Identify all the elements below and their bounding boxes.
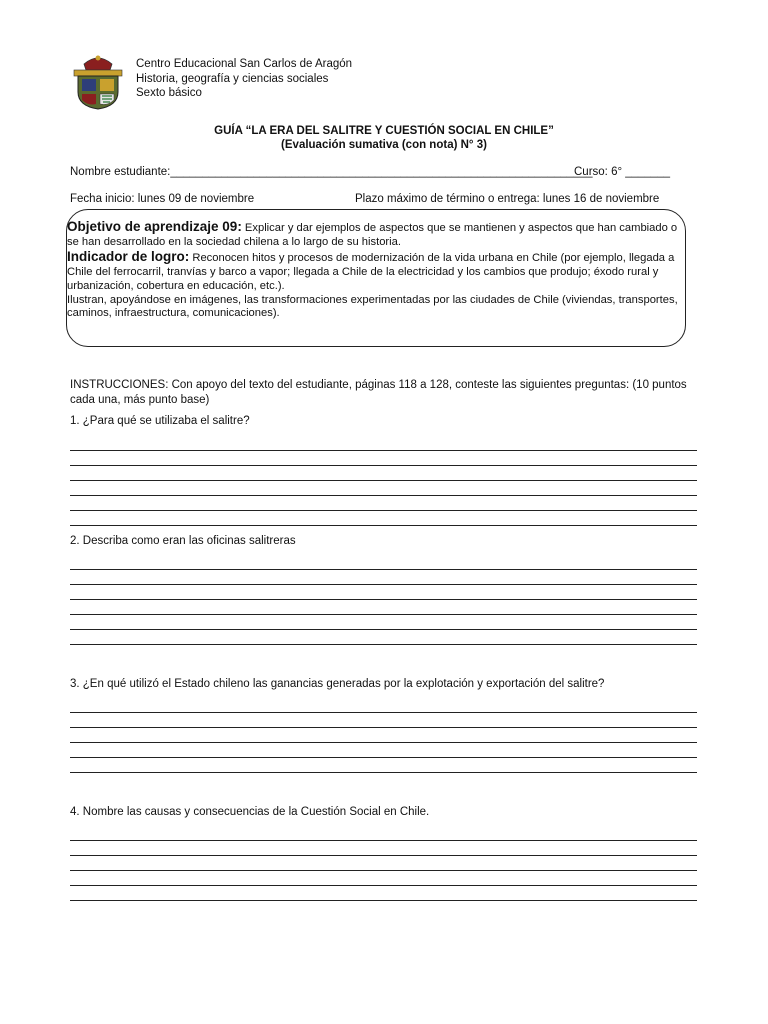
answer-line[interactable] (70, 569, 697, 570)
objective-label: Objetivo de aprendizaje 09 (67, 219, 238, 234)
answer-line[interactable] (70, 525, 697, 526)
answer-line[interactable] (70, 772, 697, 773)
course-field[interactable]: Curso: 6° _______ (574, 166, 671, 178)
answer-line[interactable] (70, 855, 697, 856)
answer-line[interactable] (70, 629, 697, 630)
school-name: Centro Educacional San Carlos de Aragón (136, 58, 353, 70)
answer-line[interactable] (70, 584, 697, 585)
answer-line[interactable] (70, 495, 697, 496)
question-4: 4. Nombre las causas y consecuencias de la Cuestión Social en Chile. (70, 806, 430, 818)
indicator-label: Indicador de logro: (67, 248, 190, 264)
objective-colon: : (237, 219, 242, 234)
guide-subtitle: (Evaluación sumativa (con nota) N° 3) (281, 139, 487, 151)
answer-line[interactable] (70, 840, 697, 841)
instructions: INSTRUCCIONES: Con apoyo del texto del estudiante, páginas 118 a 128, conteste las siguientes preguntas: (10 puntos cada una, más punto base) (70, 379, 687, 406)
answer-line[interactable] (70, 644, 697, 645)
indicator-description-2: Ilustran, apoyándose en imágenes, las transformaciones experimentadas por las ciudades de Chile (viviendas, transportes, caminos, infraestructura, comunicaciones). (67, 293, 678, 320)
question-1: 1. ¿Para qué se utilizaba el salitre? (70, 415, 250, 427)
answer-line[interactable] (70, 870, 697, 871)
subject-name: Historia, geografía y ciencias sociales (136, 72, 329, 85)
answer-line[interactable] (70, 712, 697, 713)
objective-text (67, 220, 685, 321)
answer-line[interactable] (70, 450, 697, 451)
indicator-description-1: Reconocen hitos y procesos de modernización de la vida urbana en Chile (por ejemplo, llegada a Chile del ferrocarril, tranvías y barco a vapor; llegada a Chile de la electricidad y los cambios que produjo; éxodo rural y urbanización, cobertura en educación, etc.). (67, 251, 675, 292)
start-date: Fecha inicio: lunes 09 de noviembre (70, 193, 255, 205)
answer-line[interactable] (70, 510, 697, 511)
objective-description: Explicar y dar ejemplos de aspectos que se mantienen y aspectos que han cambiado o se han desarrollado en la sociedad chilena a lo largo de su historia. (67, 222, 678, 248)
answer-line[interactable] (70, 465, 697, 466)
answer-line[interactable] (70, 727, 697, 728)
answer-line[interactable] (70, 757, 697, 758)
student-name-field[interactable]: Nombre estudiante:__________________________________________________________________ (70, 166, 593, 178)
answer-line[interactable] (70, 885, 697, 886)
answer-line[interactable] (70, 614, 697, 615)
question-3: 3. ¿En qué utilizó el Estado chileno las ganancias generadas por la explotación y exportación del salitre? (70, 678, 605, 690)
answer-line[interactable] (70, 742, 697, 743)
answer-line[interactable] (70, 599, 697, 600)
question-2: 2. Describa como eran las oficinas salitreras (70, 535, 296, 547)
answer-line[interactable] (70, 900, 697, 901)
deadline-date: Plazo máximo de término o entrega: lunes 16 de noviembre (355, 193, 660, 205)
answer-line[interactable] (70, 480, 697, 481)
school-crest-logo (70, 54, 126, 110)
guide-title: GUÍA “LA ERA DEL SALITRE Y CUESTIÓN SOCIAL EN CHILE” (214, 125, 554, 137)
grade-level: Sexto básico (136, 87, 202, 99)
school-header (136, 57, 352, 101)
